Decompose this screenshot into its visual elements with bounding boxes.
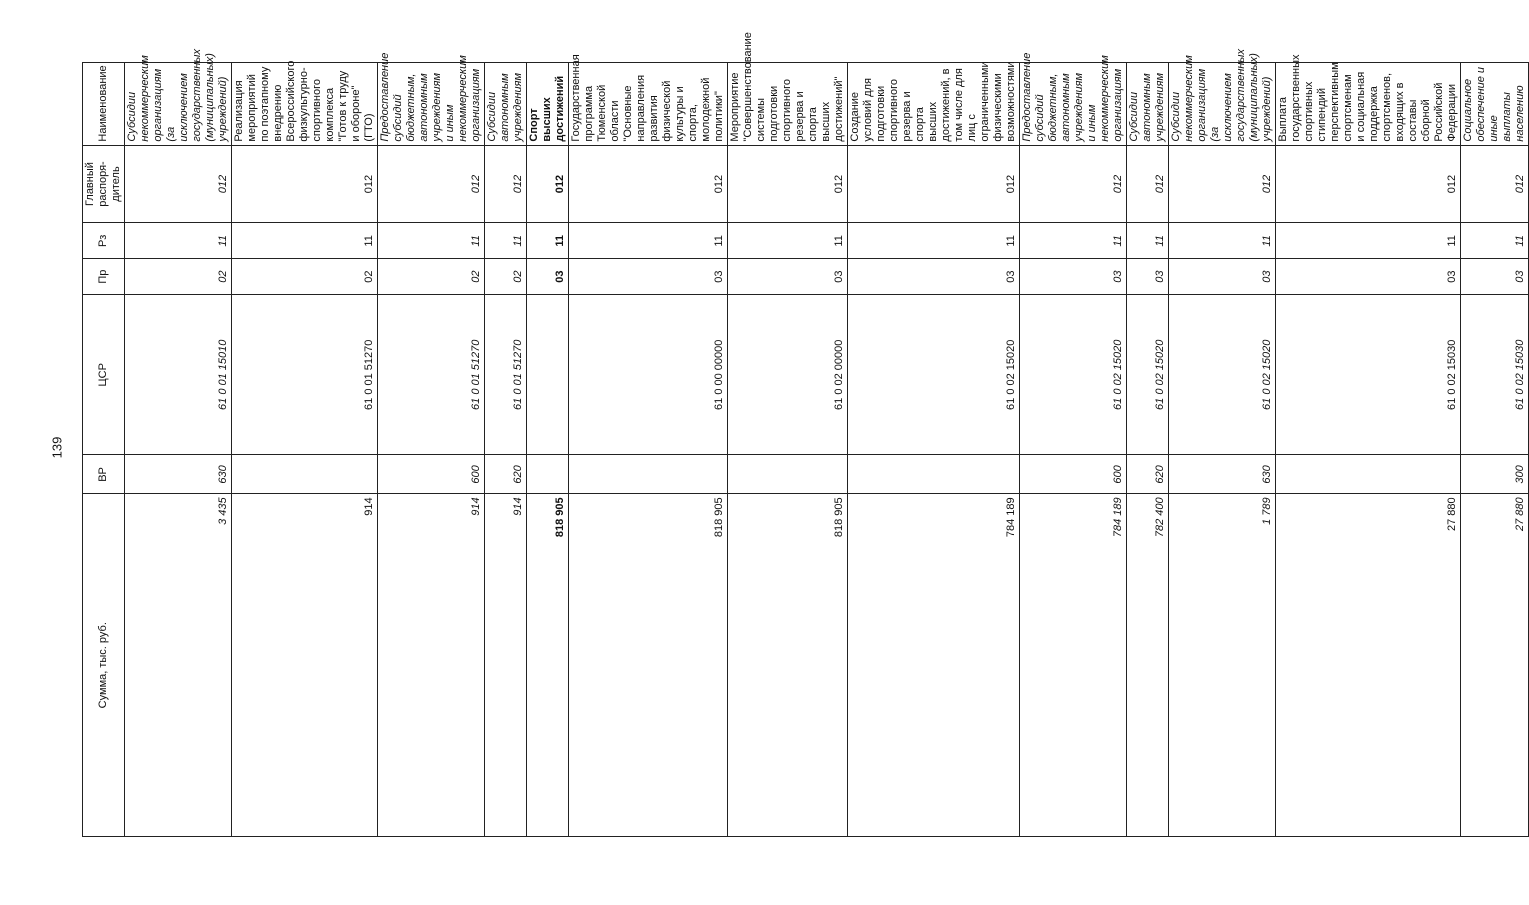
cell-rz: 11 [1020, 223, 1127, 259]
cell-admin: 012 [1020, 145, 1127, 223]
table-row [378, 63, 485, 837]
cell-rz: 11 [378, 223, 485, 259]
table-row [232, 63, 378, 837]
cell-name: Социальное обеспечение и иные выплаты населению [1461, 63, 1529, 146]
cell-pr: 03 [1169, 259, 1276, 295]
cell-sum: 818 905 [527, 494, 569, 837]
cell-name: Реализация мероприятий по поэтапному внедрению Всероссийского физкультурно-спортивного комплекса "Готов к труду и обороне" (ГТО) [232, 63, 378, 146]
header-sum: Сумма, тыс. руб. [83, 494, 125, 837]
cell-sum: 784 189 [848, 494, 1020, 837]
cell-sum: 27 880 [1461, 494, 1529, 837]
header-csr: ЦСР [83, 295, 125, 455]
cell-pr: 03 [1276, 259, 1461, 295]
cell-pr: 03 [728, 259, 848, 295]
cell-vr: 630 [1169, 455, 1276, 494]
cell-sum: 782 400 [1127, 494, 1169, 837]
cell-csr: 61 0 02 15030 [1276, 295, 1461, 455]
cell-pr: 02 [125, 259, 232, 295]
table-row [1461, 63, 1529, 837]
cell-vr: 620 [485, 455, 527, 494]
cell-admin: 012 [1276, 145, 1461, 223]
cell-csr: 61 0 00 00000 [569, 295, 728, 455]
cell-csr: 61 0 02 15020 [1020, 295, 1127, 455]
cell-sum: 914 [378, 494, 485, 837]
cell-rz: 11 [569, 223, 728, 259]
cell-admin: 012 [378, 145, 485, 223]
cell-csr: 61 0 01 51270 [485, 295, 527, 455]
cell-vr: 600 [378, 455, 485, 494]
cell-name: Предоставление субсидий бюджетным, автономным учреждениям и иным некоммерческим организациям [378, 63, 485, 146]
cell-rz: 11 [485, 223, 527, 259]
cell-admin: 012 [1461, 145, 1529, 223]
page-number: 139 [49, 436, 65, 459]
cell-name: Мероприятие "Совершенствование системы подготовки спортивного резерва и спорта высших достижений" [728, 63, 848, 146]
budget-table [82, 32, 1529, 837]
cell-name: Субсидии некоммерческим организациям (за исключением государственных (муниципальных) учреждений) [125, 63, 232, 146]
cell-name: Субсидии автономным учреждениям [485, 63, 527, 146]
cell-admin: 012 [1169, 145, 1276, 223]
cell-csr: 61 0 02 00000 [728, 295, 848, 455]
cell-csr: 61 0 01 51270 [232, 295, 378, 455]
cell-sum: 1 789 [1169, 494, 1276, 837]
cell-admin: 012 [728, 145, 848, 223]
cell-name: Создание условий для подготовки спортивного резерва и спорта высших достижений, в том числе для лиц с ограниченными физическими возможностями [848, 63, 1020, 146]
cell-pr: 02 [485, 259, 527, 295]
cell-rz: 11 [1169, 223, 1276, 259]
cell-rz: 11 [728, 223, 848, 259]
cell-admin: 012 [1127, 145, 1169, 223]
cell-rz: 11 [232, 223, 378, 259]
cell-sum: 914 [485, 494, 527, 837]
budget-table-wrapper [82, 32, 1526, 837]
table-row [1020, 63, 1127, 837]
cell-pr: 03 [1127, 259, 1169, 295]
header-rz: Рз [83, 223, 125, 259]
cell-rz: 11 [1461, 223, 1529, 259]
cell-sum: 818 905 [569, 494, 728, 837]
header-vr: ВР [83, 455, 125, 494]
cell-pr: 03 [527, 259, 569, 295]
cell-pr: 02 [232, 259, 378, 295]
cell-sum: 784 189 [1020, 494, 1127, 837]
cell-name: Субсидии автономным учреждениям [1127, 63, 1169, 146]
cell-sum: 818 905 [728, 494, 848, 837]
cell-pr: 03 [848, 259, 1020, 295]
cell-sum: 914 [232, 494, 378, 837]
header-name: Наименование [83, 63, 125, 146]
cell-csr: 61 0 02 15030 [1461, 295, 1529, 455]
cell-sum: 27 880 [1276, 494, 1461, 837]
cell-name: Субсидии некоммерческим организациям (за исключением государственных (муниципальных) учреждений) [1169, 63, 1276, 146]
table-row [848, 63, 1020, 837]
cell-vr [728, 455, 848, 494]
cell-csr: 61 0 02 15020 [1169, 295, 1276, 455]
table-body [125, 32, 1529, 837]
cell-csr: 61 0 01 51270 [378, 295, 485, 455]
cell-vr [1276, 455, 1461, 494]
cell-pr: 03 [1461, 259, 1529, 295]
cell-rz: 11 [1127, 223, 1169, 259]
cell-admin: 012 [569, 145, 728, 223]
table-row [485, 63, 527, 837]
cell-vr [848, 455, 1020, 494]
cell-vr [232, 455, 378, 494]
cell-admin: 012 [485, 145, 527, 223]
cell-csr: 61 0 01 15010 [125, 295, 232, 455]
table-row [728, 63, 848, 837]
table-row [1169, 63, 1276, 837]
cell-rz: 11 [527, 223, 569, 259]
cell-csr [527, 295, 569, 455]
cell-admin: 012 [848, 145, 1020, 223]
cell-admin: 012 [527, 145, 569, 223]
cell-csr: 61 0 02 15020 [848, 295, 1020, 455]
header-admin: Главный распоря-дитель [83, 145, 125, 223]
cell-rz: 11 [1276, 223, 1461, 259]
cell-vr: 630 [125, 455, 232, 494]
cell-vr [569, 455, 728, 494]
cell-sum: 3 435 [125, 494, 232, 837]
cell-csr: 61 0 02 15020 [1127, 295, 1169, 455]
cell-vr [527, 455, 569, 494]
cell-name: Выплата государственных спортивных стипендий перспективным спортсменам и социальная поддержка спортсменов, входящих в составы сборной Российской Федерации [1276, 63, 1461, 146]
cell-admin: 012 [232, 145, 378, 223]
table-row [125, 63, 232, 837]
cell-vr: 620 [1127, 455, 1169, 494]
cell-admin: 012 [125, 145, 232, 223]
header-pr: Пр [83, 259, 125, 295]
header-row [83, 63, 125, 837]
cell-name: Спорт высших достижений [527, 63, 569, 146]
table-row [1276, 63, 1461, 837]
cell-pr: 03 [569, 259, 728, 295]
cell-rz: 11 [125, 223, 232, 259]
cell-vr: 600 [1020, 455, 1127, 494]
table-row [569, 63, 728, 837]
cell-name: Государственная программа Тюменской области "Основные направления развития физической культуры и спорта, молодежной политики" [569, 63, 728, 146]
cell-vr: 300 [1461, 455, 1529, 494]
table-row [527, 63, 569, 837]
cell-name: Предоставление субсидий бюджетным, автономным учреждениям и иным некоммерческим организациям [1020, 63, 1127, 146]
cell-pr: 03 [1020, 259, 1127, 295]
table-row [1127, 63, 1169, 837]
cell-pr: 02 [378, 259, 485, 295]
cell-rz: 11 [848, 223, 1020, 259]
